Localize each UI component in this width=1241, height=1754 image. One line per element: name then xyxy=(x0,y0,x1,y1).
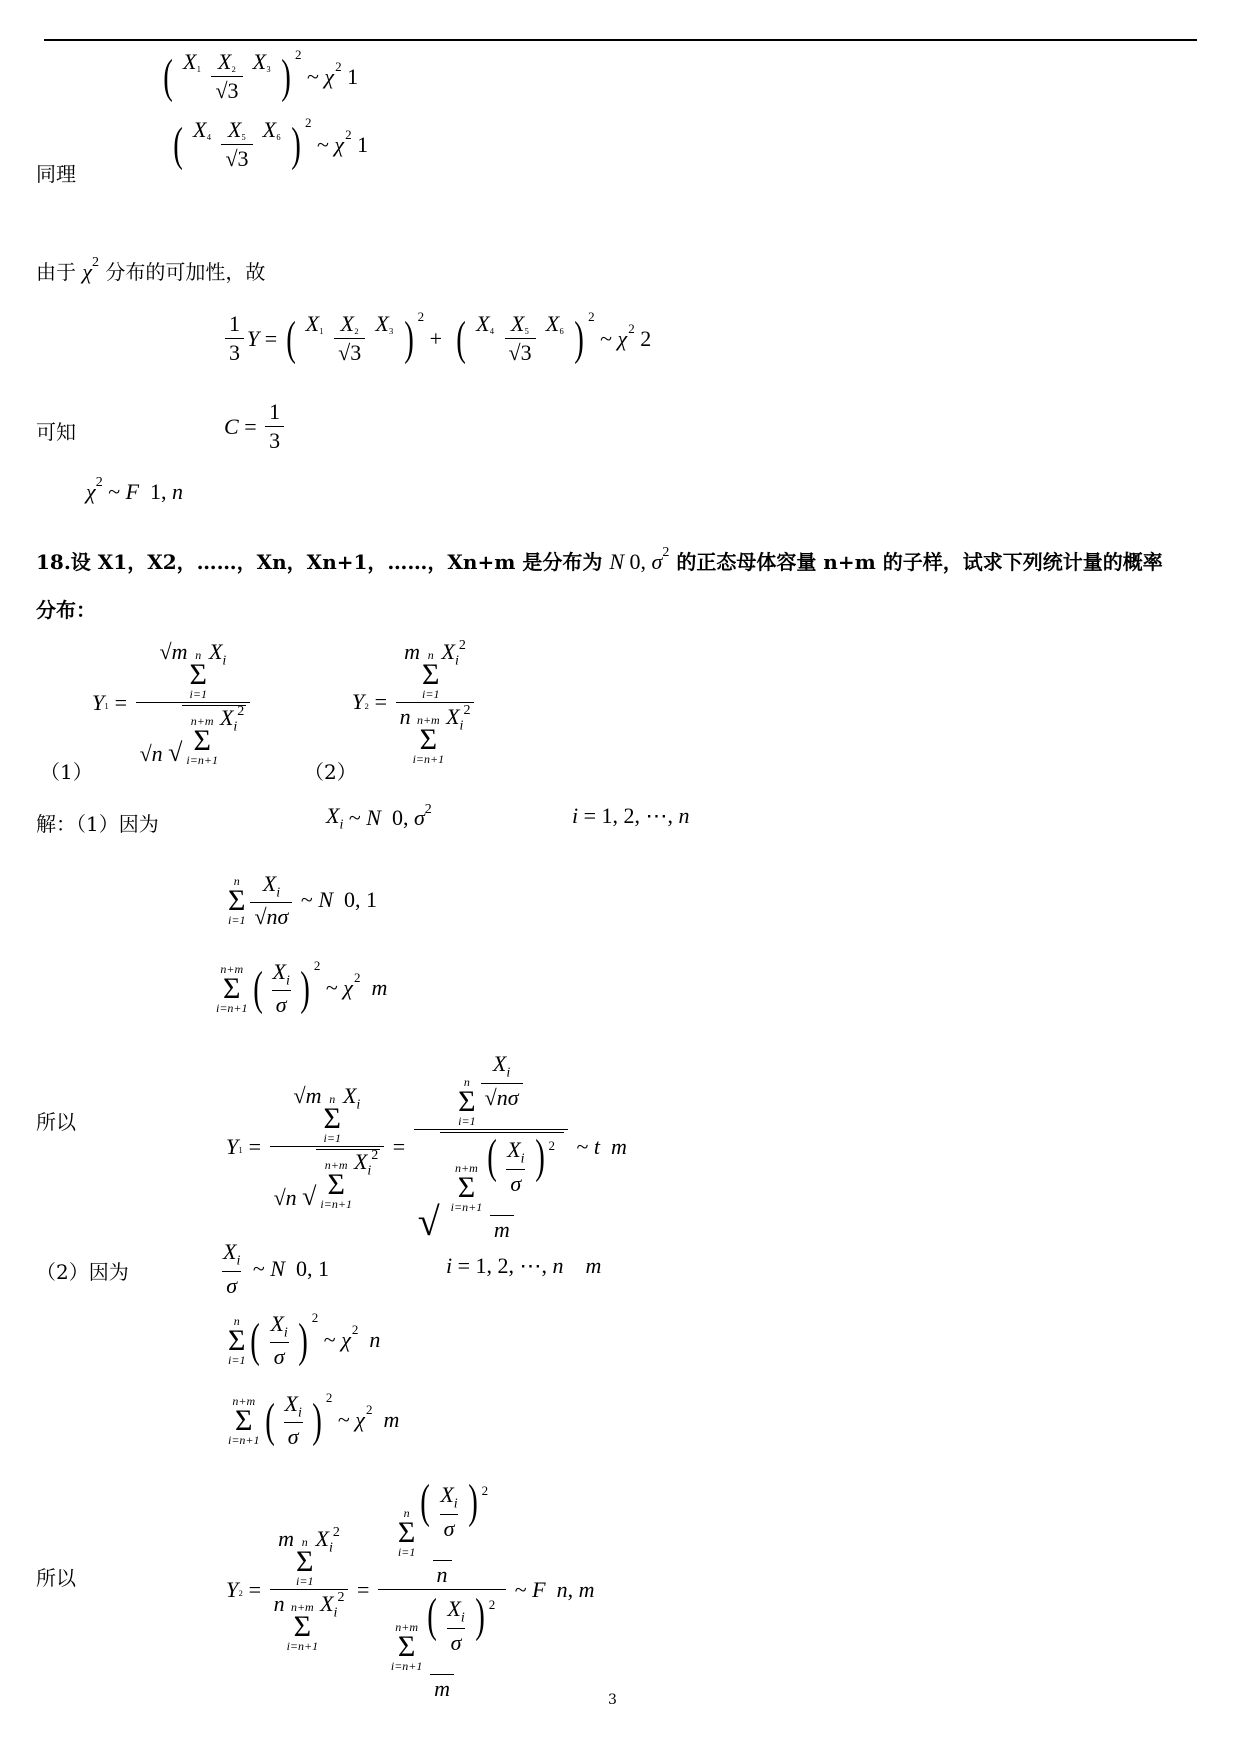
formula-c-value: C = $\frac{1}{3}$ xyxy=(224,400,287,453)
label-part1: （1） xyxy=(40,760,93,784)
formula-y2-f-distribution: Y ₂ = m n Σ i=1 $X_i^2$ n n+m Σ i=n+1 $X_i^2$ = n Σ i=1 ( $\frac{X_i}{\sigma}$ ) $^2$ n n+m Σ i=n+1 ( $\frac{X_i}{\sigma}$ ) $^2$ m ~ F n , m xyxy=(226,1475,595,1702)
label-additivity: 分布的可加性，故 xyxy=(105,260,266,284)
formula-chi-square-2: ( $\frac{\text{X₄ X₅ X₆}}{√3}$ ) 2 ~ χ 2 1 xyxy=(173,114,369,172)
problem-text-b: 的正态母体容量 n+m 的子样，试求下列统计量的概率 xyxy=(676,550,1163,574)
label-kezhi: 可知 xyxy=(36,420,76,444)
formula-y2-definition: Y ₂ = m n Σ i=1 $X_i^2$ n n+m Σ i=n+1 $X_i^2$ xyxy=(352,640,477,765)
formula-sum-chi-square: $\frac{1}{3}$ Y = ( $\frac{\text{X₁ X₂ X₃}}{√3}$ ) 2 + ( $\frac{\text{X₄ X₅ X₆}}{√3}$ ) 2 ~ χ 2 2 xyxy=(222,312,651,365)
formula-xi-normal: $X_i$ ~ N 0, σ 2 xyxy=(326,801,432,833)
label-jie: 解：（1）因为 xyxy=(36,812,159,836)
formula-sum-chi-n: n Σ i=1 ( $\frac{X_i}{\sigma}$ ) 2 ~ χ 2 n xyxy=(228,1310,381,1370)
label-suoyi: 所以 xyxy=(36,1110,76,1134)
formula-sum-normal: n Σ i=1 $\frac{X_i}{√n\sigma}$ ~ N 0, 1 xyxy=(228,870,377,930)
header-rule xyxy=(44,39,1197,41)
formula-index-range-2: i = 1, 2, ⋯, n m xyxy=(446,1253,602,1278)
formula-y1-definition: Y ₁ = √m n Σ i=1 $X_i$ √n √ n+m Σ i=n+1 $X_i^2$ xyxy=(92,640,253,766)
formula-chi-square-1: ( $\frac{\text{X₁ X₂ X₃}}{√3}$ ) 2 ~ χ 2 1 xyxy=(163,46,359,104)
label-part2: （2） xyxy=(304,760,357,784)
formula-sum-chi-m: n+m Σ i=n+1 ( $\frac{X_i}{\sigma}$ ) 2 ~ χ 2 m xyxy=(216,958,388,1018)
formula-y1-t-distribution: Y ₁ = √m n Σ i=1 $X_i$ √n √ n+m Σ i=n+1 $X_i^2$ = n Σ i=1 $\frac{X_i}{√n\sigma}$ √ n+m Σ i=n+1 ( $\frac{X_i}{\sigma}$ ) $^2$ m ~ t m xyxy=(226,1051,627,1245)
label-youyu: 由于 xyxy=(36,260,76,284)
formula-standardized-normal: $\frac{X_i}{\sigma}$ ~ N 0, 1 xyxy=(223,1239,329,1298)
problem-text-a: 18.设 X1，X2，……，Xn，Xn+1，……，Xn+m 是分布为 xyxy=(36,550,603,574)
formula-sum-chi-m-2: n+m Σ i=n+1 ( $\frac{X_i}{\sigma}$ ) 2 ~ χ 2 m xyxy=(228,1390,400,1450)
label-tongli: 同理 xyxy=(36,162,76,186)
page-number: 3 xyxy=(608,1692,617,1708)
line-additivity: 由于 χ 2 分布的可加性，故 xyxy=(36,255,266,284)
problem-text-c: 分布： xyxy=(36,598,96,622)
formula-chi-f: χ 2 ~ F 1, n xyxy=(86,475,184,504)
problem-18-statement: 18.设 X1，X2，……，Xn，Xn+1，……，Xn+m 是分布为 N 0, σ 2 的正态母体容量 n+m 的子样，试求下列统计量的概率 xyxy=(36,545,1163,574)
label-suoyi2: 所以 xyxy=(36,1566,76,1590)
formula-index-range-1: i = 1, 2, ⋯, n xyxy=(572,803,690,828)
label-yinwei2: （2）因为 xyxy=(36,1260,129,1284)
